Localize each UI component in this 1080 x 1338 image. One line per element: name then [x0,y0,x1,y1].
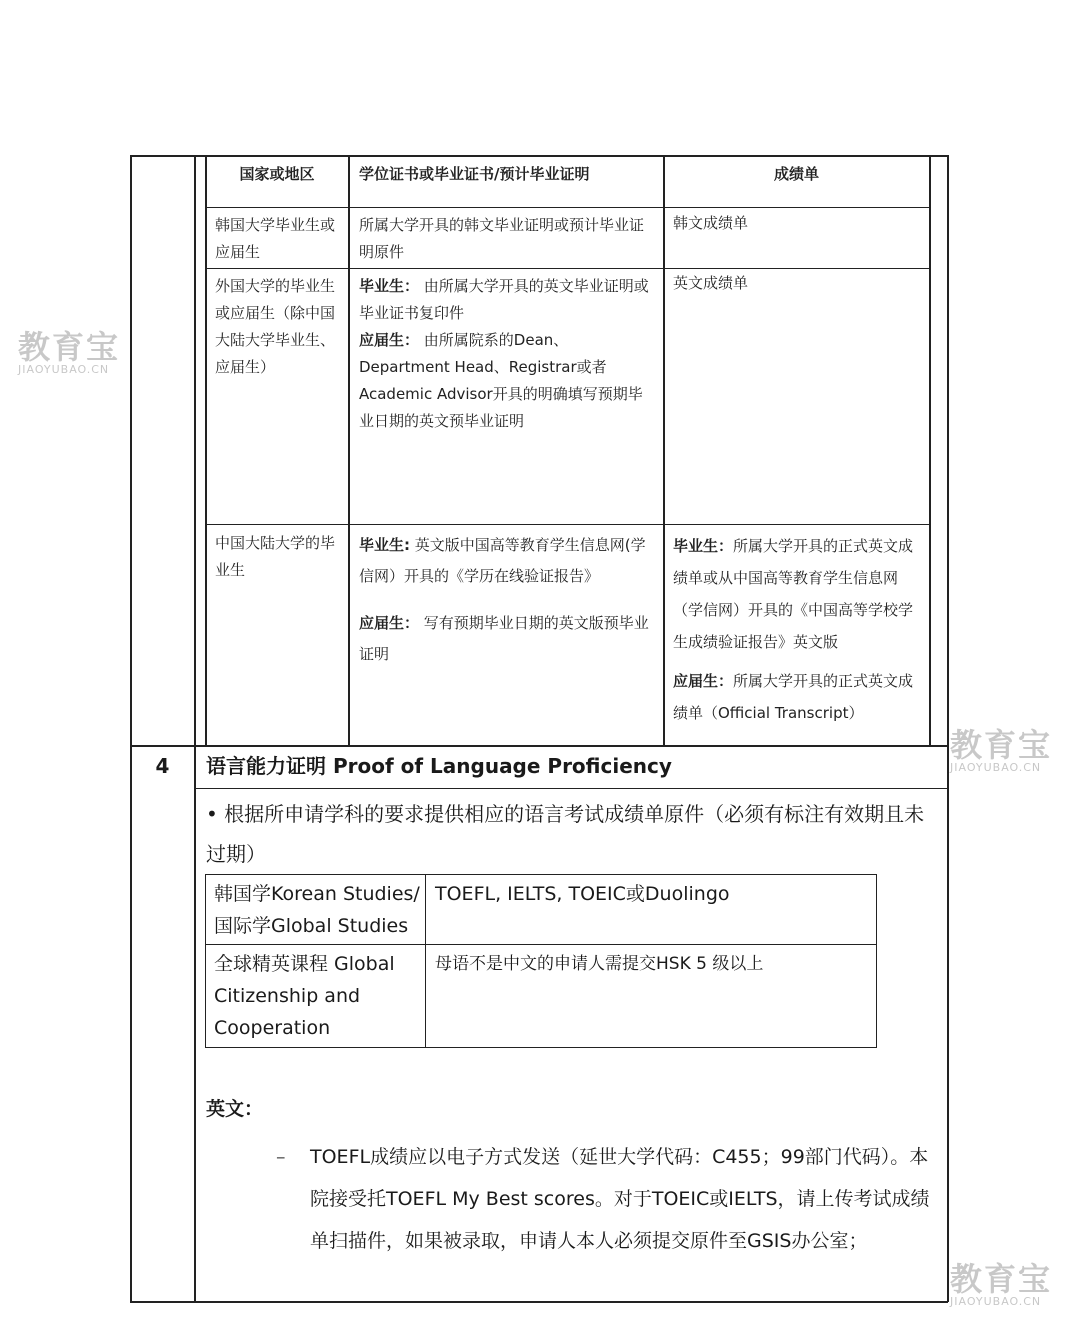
section-divider-top [130,745,948,747]
lang-row1-requirement: TOEFL, IELTS, TOEIC或Duolingo [435,883,730,905]
outer-left-border [130,155,132,1302]
watermark-logo-left: 教育宝 JIAOYUBAO.CN [18,328,121,376]
row2-region: 外国大学的毕业生或应届生（除中国大陆大学毕业生、应届生） [215,277,336,376]
english-instructions: TOEFL成绩应以电子方式发送（延世大学代码：C455；99部门代码）。本院接受托TOEFL My Best scores。对于TOEIC或IELTS，请上传考试成绩单扫描件，如果被录取，申请人本人必须提交原件至GSIS办公室； [310,1146,930,1252]
row2-transcript: 英文成绩单 [673,274,749,292]
number-column-divider [194,155,196,1302]
lang-row2-program: 全球精英课程 Global Citizenship and Cooperation [214,953,395,1039]
watermark-logo-right-middle: 教育宝 JIAOYUBAO.CN [950,726,1053,774]
row1-transcript: 韩文成绩单 [673,214,749,232]
lang-row1-program: 韩国学Korean Studies/国际学Global Studies [214,883,420,937]
section-title: 语言能力证明 Proof of Language Proficiency [206,754,672,778]
section-number: 4 [155,754,170,778]
header-certificate: 学位证书或毕业证书/预计毕业证明 [359,165,590,183]
outer-top-border [130,155,948,157]
row1-region: 韩国大学毕业生或应届生 [215,216,336,261]
outer-right-border [947,155,949,1302]
outer-bottom-border [130,1301,948,1303]
row3-region: 中国大陆大学的毕业生 [215,534,336,579]
header-region: 国家或地区 [239,165,315,183]
language-requirement-bullet: • 根据所申请学科的要求提供相应的语言考试成绩单原件（必须有标注有效期且未过期） [206,802,925,866]
header-transcript: 成绩单 [773,165,819,183]
section-divider-title [194,788,948,789]
row3-transcript: 毕业生：所属大学开具的正式英文成绩单或从中国高等教育学生信息网（学信网）开具的《中国高等学校学生成绩验证报告》英文版 应届生：所属大学开具的正式英文成绩单（Official Transcript） [673,537,914,722]
row1-certificate: 所属大学开具的韩文毕业证明或预计毕业证明原件 [359,216,645,261]
english-dash: – [276,1146,286,1168]
watermark-logo-right-bottom: 教育宝 JIAOYUBAO.CN [950,1260,1053,1308]
lang-row2-requirement: 母语不是中文的申请人需提交HSK 5 级以上 [435,954,764,974]
row2-certificate: 毕业生： 由所属大学开具的英文毕业证明或毕业证书复印件 应届生： 由所属院系的Dean、Department Head、Registrar或者Academic Advisor开具的明确填写预期毕业日期的英文预毕业证明 [359,277,649,430]
bullet-icon: • [206,802,218,826]
english-label: 英文： [206,1098,264,1120]
row3-certificate: 毕业生: 英文版中国高等教育学生信息网(学信网）开具的《学历在线验证报告》 应届生： 写有预期毕业日期的英文版预毕业证明 [359,536,649,663]
